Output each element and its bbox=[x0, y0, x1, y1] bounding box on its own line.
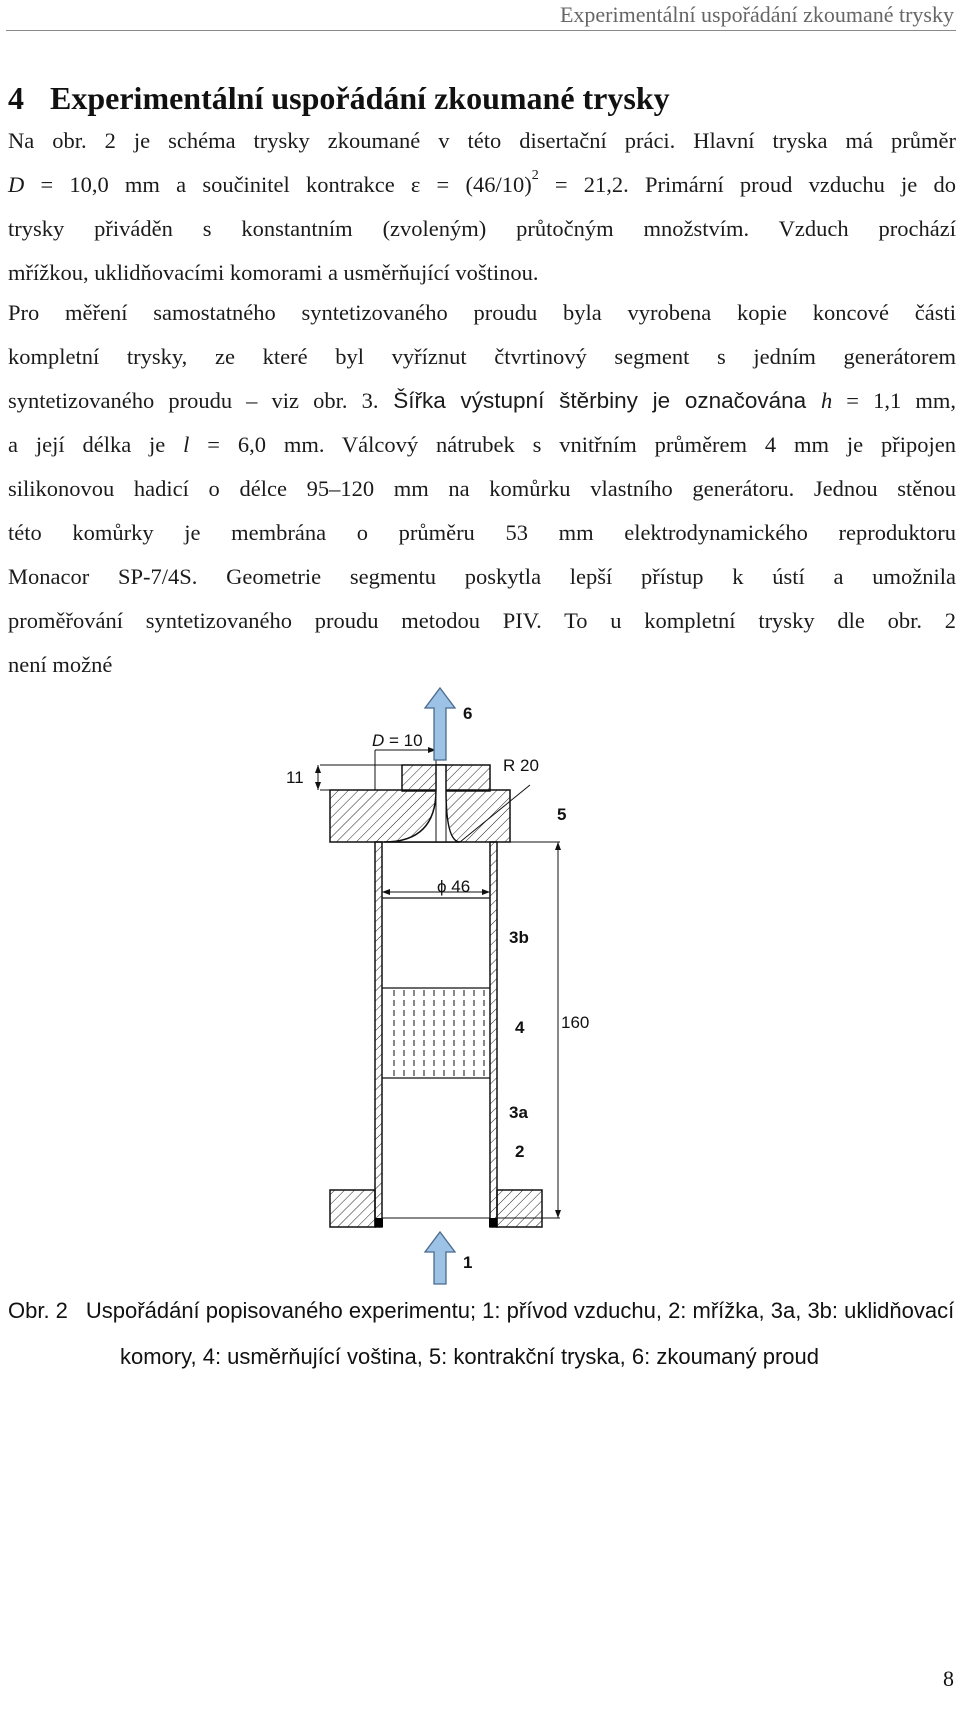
nozzle-diagram bbox=[270, 704, 670, 1380]
label-11: 11 bbox=[286, 768, 304, 787]
page-number: 8 bbox=[943, 1666, 954, 1691]
p2-line-3-c: = 1,1 mm, bbox=[832, 388, 956, 413]
p2-line-6: této komůrky je membrána o průměru 53 mm elektrodynamického reproduktoru bbox=[8, 520, 956, 545]
section-title: Experimentální uspořádání zkoumané trysky bbox=[50, 80, 670, 116]
label-phi46: ϕ 46 bbox=[437, 877, 471, 896]
label-160: 160 bbox=[561, 1013, 590, 1032]
p2-line-3-b: Šířka výstupní štěrbiny je označována bbox=[378, 388, 821, 413]
p1-line-3: trysky přiváděn s konstantním (zvoleným) průtočným množstvím. Vzduch prochází bbox=[8, 216, 956, 241]
p1-line-4: mřížkou, uklidňovacími komorami a usměrňující voštinou. bbox=[8, 260, 539, 285]
caption-text-1: Uspořádání popisovaného experimentu; 1: přívod vzduchu, 2: mřížka, 3a, 3b: uklidňovací bbox=[85, 1298, 955, 1323]
p2-line-2: kompletní trysky, ze které byl vyříznut čtvrtinový segment s jedním generátorem bbox=[8, 344, 956, 369]
tube-wall-left bbox=[375, 842, 382, 1227]
label-1: 1 bbox=[463, 1253, 473, 1272]
p2-line-7: Monacor SP-7/4S. Geometrie segmentu poskytla lepší přístup k ústí a umožnila bbox=[8, 564, 956, 589]
header-rule bbox=[6, 30, 956, 31]
label-d: D = 10 bbox=[372, 731, 423, 750]
label-3b: 3b bbox=[509, 928, 529, 947]
bottom-flange-left bbox=[330, 1190, 375, 1227]
caption-line-1 bbox=[8, 1298, 954, 1324]
label-5: 5 bbox=[557, 805, 567, 824]
var-h: h bbox=[820, 388, 833, 413]
p2-line-3 bbox=[8, 388, 956, 414]
paragraph-2 bbox=[8, 300, 956, 680]
var-l: l bbox=[183, 432, 190, 457]
label-r20: R 20 bbox=[503, 756, 539, 775]
honeycomb-lines bbox=[394, 990, 484, 1076]
p2-line-4-b: = 6,0 mm. Válcový nátrubek s vnitřním průměrem 4 mm je připojen bbox=[189, 432, 956, 457]
p2-line-3-a: syntetizovaného proudu – viz obr. 3. bbox=[8, 388, 379, 413]
running-header: Experimentální uspořádání zkoumané trysky bbox=[559, 2, 954, 27]
p1-line-2 bbox=[8, 168, 956, 198]
seal-left bbox=[375, 1218, 383, 1227]
p1-line-2-a: = 10,0 mm a součinitel kontrakce ε = (46/10) bbox=[24, 172, 532, 197]
p2-line-9: není možné bbox=[8, 652, 113, 677]
p1-line-1: Na obr. 2 je schéma trysky zkoumané v této disertační práci. Hlavní tryska má průměr bbox=[8, 128, 956, 153]
seal-right bbox=[489, 1218, 497, 1227]
p2-line-8: proměřování syntetizovaného proudu metodou PIV. To u kompletní trysky dle obr. 2 bbox=[8, 608, 956, 633]
section-number: 4 bbox=[8, 80, 24, 116]
p2-line-5: silikonovou hadicí o délce 95–120 mm na komůrku vlastního generátoru. Jednou stěnou bbox=[8, 476, 956, 501]
bottom-flange-right bbox=[497, 1190, 542, 1227]
label-6: 6 bbox=[463, 704, 473, 723]
var-d: D bbox=[8, 172, 25, 197]
label-2: 2 bbox=[515, 1142, 525, 1161]
p1-line-2-b: = 21,2. Primární proud vzduchu je do bbox=[538, 172, 956, 197]
inflow-arrow-icon bbox=[425, 1232, 455, 1284]
superscript: 2 bbox=[531, 168, 539, 183]
p2-line-1: Pro měření samostatného syntetizovaného proudu byla vyrobena kopie koncové části bbox=[8, 300, 956, 325]
caption-line-2: komory, 4: usměrňující voština, 5: kontrakční tryska, 6: zkoumaný proud bbox=[120, 1344, 819, 1369]
label-3a: 3a bbox=[509, 1103, 528, 1122]
p2-line-4-a: a její délka je bbox=[8, 432, 184, 457]
section-heading bbox=[8, 80, 670, 117]
label-4: 4 bbox=[515, 1018, 525, 1037]
p2-line-4 bbox=[8, 432, 956, 458]
paragraph-1 bbox=[8, 128, 956, 298]
caption-label: Obr. 2 bbox=[8, 1298, 68, 1323]
tube-wall-right bbox=[490, 842, 497, 1227]
